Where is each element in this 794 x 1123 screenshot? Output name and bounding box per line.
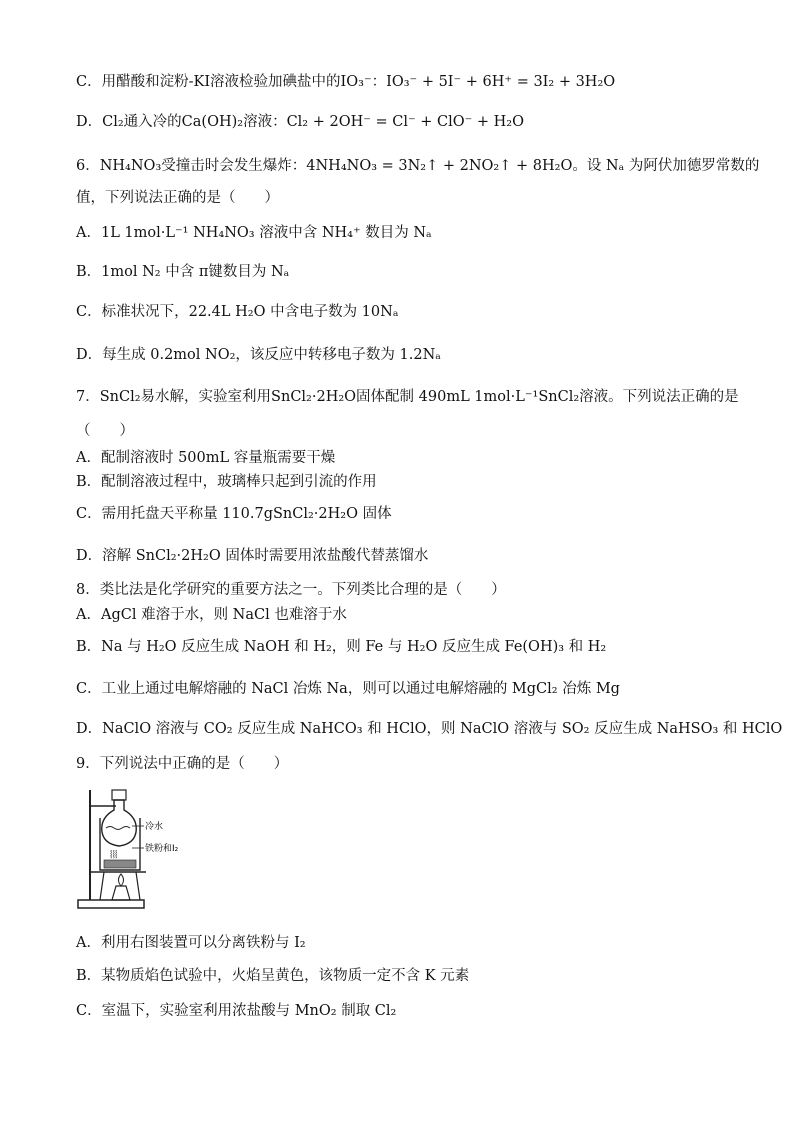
- figure-label-iron-iodine: 铁粉和I₂: [145, 844, 179, 854]
- option-7c: C．需用托盘天平称量 110.7gSnCl₂·2H₂O 固体: [76, 506, 392, 522]
- question-7-stem-cont: （ ）: [76, 423, 134, 439]
- option-5d: D．Cl₂通入冷的Ca(OH)₂溶液：Cl₂ + 2OH⁻ = Cl⁻ + ClO⁻ + H₂O: [76, 114, 524, 130]
- option-7d: D．溶解 SnCl₂·2H₂O 固体时需要用浓盐酸代替蒸馏水: [76, 548, 429, 564]
- question-6-stem: 6．NH₄NO₃受撞击时会发生爆炸：4NH₄NO₃ = 3N₂↑ + 2NO₂↑ + 8H₂O。设 Nₐ 为阿伏加德罗常数的: [76, 158, 760, 174]
- option-9b: B．某物质焰色试验中，火焰呈黄色，该物质一定不含 K 元素: [76, 968, 470, 984]
- question-6-stem-cont: 值，下列说法正确的是（ ）: [76, 190, 279, 206]
- question-8-stem: 8．类比法是化学研究的重要方法之一。下列类比合理的是（ ）: [76, 582, 506, 598]
- option-6b: B．1mol N₂ 中含 π键数目为 Nₐ: [76, 264, 290, 280]
- question-9-stem: 9．下列说法中正确的是（ ）: [76, 756, 289, 772]
- option-5c: C．用醋酸和淀粉-KI溶液检验加碘盐中的IO₃⁻：IO₃⁻ + 5I⁻ + 6H⁺ = 3I₂ + 3H₂O: [76, 74, 616, 90]
- sublimation-apparatus-figure: [74, 788, 194, 914]
- option-8b: B．Na 与 H₂O 反应生成 NaOH 和 H₂，则 Fe 与 H₂O 反应生成 Fe(OH)₃ 和 H₂: [76, 639, 607, 655]
- option-6a: A．1L 1mol·L⁻¹ NH₄NO₃ 溶液中含 NH₄⁺ 数目为 Nₐ: [76, 225, 432, 241]
- option-7b: B．配制溶液过程中，玻璃棒只起到引流的作用: [76, 474, 377, 490]
- option-8d: D．NaClO 溶液与 CO₂ 反应生成 NaHCO₃ 和 HClO，则 NaClO 溶液与 SO₂ 反应生成 NaHSO₃ 和 HClO: [76, 721, 783, 737]
- option-8c: C．工业上通过电解熔融的 NaCl 冶炼 Na，则可以通过电解熔融的 MgCl₂ 冶炼 Mg: [76, 681, 620, 697]
- svg-text:⸾⸾⸾: ⸾⸾⸾: [110, 850, 118, 858]
- option-9c: C．室温下，实验室利用浓盐酸与 MnO₂ 制取 Cl₂: [76, 1003, 397, 1019]
- question-7-stem: 7．SnCl₂易水解，实验室利用SnCl₂·2H₂O固体配制 490mL 1mol·L⁻¹SnCl₂溶液。下列说法正确的是: [76, 389, 739, 405]
- option-8a: A．AgCl 难溶于水，则 NaCl 也难溶于水: [76, 607, 347, 623]
- option-6d: D．每生成 0.2mol NO₂，该反应中转移电子数为 1.2Nₐ: [76, 347, 441, 363]
- option-6c: C．标准状况下，22.4L H₂O 中含电子数为 10Nₐ: [76, 304, 399, 320]
- figure-label-cold-water: 冷水: [145, 822, 164, 832]
- option-7a: A．配制溶液时 500mL 容量瓶需要干燥: [76, 450, 336, 466]
- option-9a: A．利用右图装置可以分离铁粉与 I₂: [76, 935, 306, 951]
